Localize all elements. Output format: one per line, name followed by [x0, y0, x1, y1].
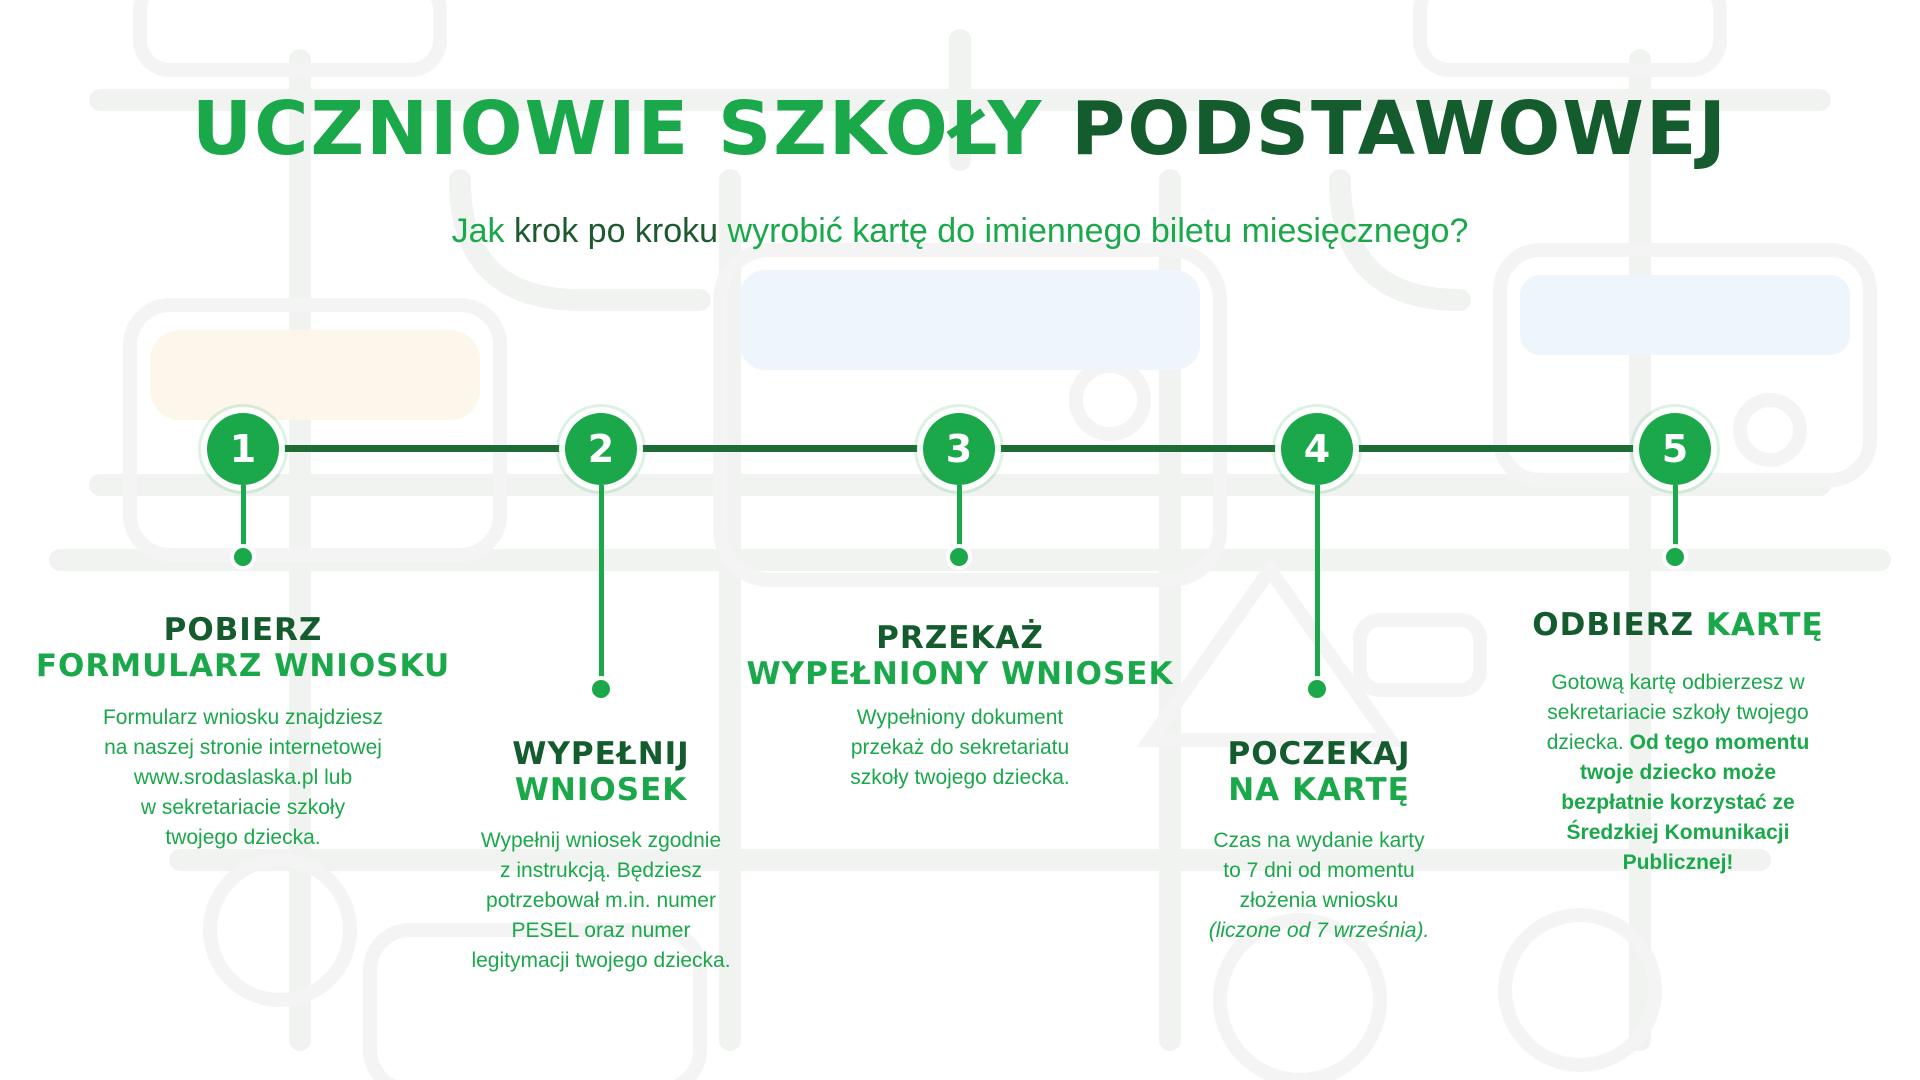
- step-4-title: [1140, 736, 1498, 808]
- step-2-description-line: z instrukcją. Będziesz: [500, 859, 702, 882]
- step-2-description-line: legitymacji twojego dziecka.: [471, 949, 731, 972]
- step-1-description: [70, 703, 416, 853]
- step-2-description-line: potrzebował m.in. numer: [486, 889, 716, 912]
- page-title-part2: PODSTAWOWEJ: [1071, 86, 1728, 172]
- step-1-title-line1: POBIERZ: [163, 612, 323, 648]
- step-1-title: [30, 612, 456, 684]
- step-2-connector: [599, 485, 604, 688]
- step-3-connector-dot: [950, 548, 968, 566]
- step-4-connector-dot: [1308, 680, 1326, 698]
- step-5-description-strong-line: Średzkiej Komunikacji: [1566, 821, 1790, 844]
- step-4-number-circle: 4: [1281, 413, 1353, 485]
- step-3-description-line: przekaż do sekretariatu: [850, 736, 1070, 759]
- step-1-description-line: w sekretariacie szkoły: [140, 796, 346, 819]
- step-2-connector-dot: [592, 680, 610, 698]
- step-5-description-line: Gotową kartę odbierzesz w: [1551, 671, 1805, 694]
- step-5-description-prefix: dziecka.: [1546, 731, 1624, 754]
- step-5-description-strong-start: Od tego momentu: [1629, 731, 1810, 754]
- step-5-description-strong-line: bezpłatnie korzystać ze: [1561, 791, 1795, 814]
- step-4-connector: [1315, 485, 1320, 688]
- step-2-description: [430, 826, 772, 976]
- step-1-title-line2: FORMULARZ WNIOSKU: [35, 648, 451, 684]
- step-1-description-line: www.srodaslaska.pl lub: [133, 766, 353, 789]
- step-5-description-strong-line: twoje dziecko może: [1579, 761, 1777, 784]
- step-5-title: [1500, 607, 1856, 643]
- page-subtitle: [0, 210, 1920, 252]
- step-1-connector-dot: [234, 548, 252, 566]
- step-5-description-mixed-line: [1500, 728, 1856, 758]
- step-4-description-note: (liczone od 7 września).: [1208, 919, 1430, 942]
- step-1-description-line: na naszej stronie internetowej: [104, 736, 382, 759]
- step-2-description-line: PESEL oraz numer: [511, 919, 691, 942]
- subtitle-part3: wyrobić kartę do imiennego biletu miesięcznego?: [727, 212, 1469, 250]
- step-5-number-circle: 5: [1639, 413, 1711, 485]
- page-title-part1: UCZNIOWIE SZKOŁY: [192, 86, 1044, 172]
- step-3-title-line2: WYPEŁNIONY WNIOSEK: [746, 656, 1174, 692]
- step-4-description: [1150, 826, 1488, 946]
- step-4-description-line: złożenia wniosku: [1239, 889, 1399, 912]
- step-5-connector: [1673, 485, 1678, 557]
- step-5-connector-dot: [1666, 548, 1684, 566]
- step-4-description-line: Czas na wydanie karty: [1213, 829, 1425, 852]
- step-5-description-line: sekretariacie szkoły twojego: [1547, 701, 1809, 724]
- step-2-description-line: Wypełnij wniosek zgodnie: [480, 829, 722, 852]
- step-2-title-line2: WNIOSEK: [514, 772, 688, 808]
- step-2-title: [420, 736, 782, 808]
- step-5-description: [1500, 668, 1856, 878]
- step-4-title-line1: POCZEKAJ: [1227, 736, 1411, 772]
- step-3-description: [790, 703, 1130, 793]
- step-3-connector: [957, 485, 962, 557]
- step-5-title-part2: KARTĘ: [1705, 607, 1824, 643]
- step-4-description-line: to 7 dni od momentu: [1223, 859, 1415, 882]
- step-5-title-part1: ODBIERZ: [1532, 607, 1695, 643]
- step-1-connector: [241, 485, 246, 557]
- page-title: [0, 84, 1920, 174]
- step-2-number-circle: 2: [565, 413, 637, 485]
- step-3-title-line1: PRZEKAŻ: [876, 620, 1044, 656]
- step-1-description-line: twojego dziecka.: [165, 826, 321, 849]
- step-2-title-line1: WYPEŁNIJ: [512, 736, 690, 772]
- subtitle-part2: krok po kroku: [513, 212, 719, 250]
- step-4-title-line2: NA KARTĘ: [1228, 772, 1410, 808]
- step-3-description-line: szkoły twojego dziecka.: [850, 766, 1070, 789]
- step-3-title: [735, 620, 1185, 692]
- step-1-number-circle: 1: [207, 413, 279, 485]
- subtitle-part1: Jak: [451, 212, 505, 250]
- step-1-description-line: Formularz wniosku znajdziesz: [102, 706, 384, 729]
- step-3-number-circle: 3: [923, 413, 995, 485]
- step-3-description-line: Wypełniony dokument: [856, 706, 1064, 729]
- step-5-description-strong-line: Publicznej!: [1622, 851, 1734, 874]
